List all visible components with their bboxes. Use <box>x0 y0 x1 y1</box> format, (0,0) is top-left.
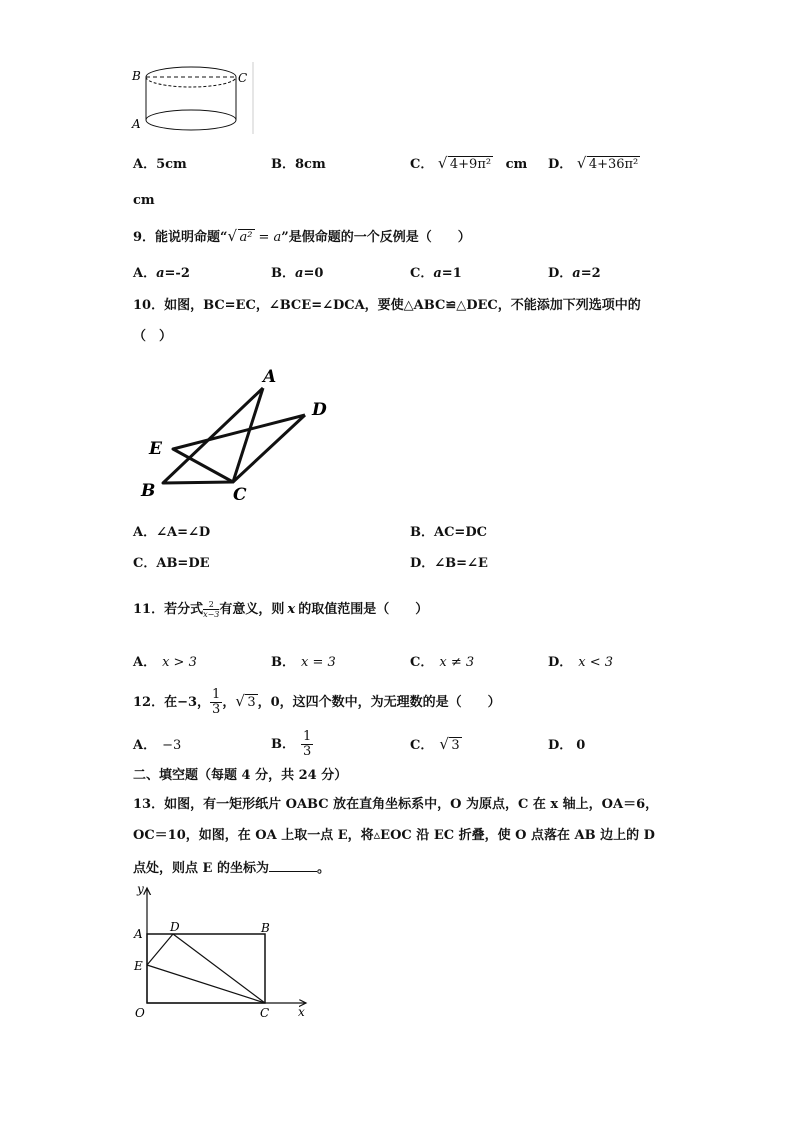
fig13-label-d: D <box>170 920 180 934</box>
q10-option-d[interactable]: D．∠B=∠E <box>410 556 488 571</box>
q10-option-a[interactable]: A．∠A=∠D <box>133 525 211 540</box>
sqrt-expression: √ a² <box>227 227 253 245</box>
option-text: 5cm <box>156 157 187 172</box>
q12-option-a[interactable]: A． −3 <box>133 738 182 753</box>
q11-option-a[interactable]: A． x > 3 <box>133 655 197 670</box>
option-letter: D． <box>548 157 573 172</box>
option-letter: B． <box>271 157 295 172</box>
q8-option-d[interactable] <box>548 154 640 173</box>
q11-stem: 11．若分式 $\frac{2}{x-3}$ 有意义，则 x 的取值范围是（ ） <box>133 600 429 619</box>
cyl-label-b: B <box>132 69 141 83</box>
q8-option-b[interactable] <box>271 157 326 173</box>
q10-option-b[interactable]: B．AC=DC <box>410 525 487 540</box>
fig13-label-o: O <box>135 1006 145 1020</box>
q13-stem-line3: 点处，则点 E 的坐标为 。 <box>133 861 330 876</box>
fraction: $\frac{1}{3}$ <box>303 729 312 759</box>
fig10-label-d: D <box>312 400 327 420</box>
fig13-label-e: E <box>134 959 143 973</box>
q8-option-a[interactable] <box>133 157 187 173</box>
q12-option-b[interactable]: B． $\frac{1}{3}$ <box>271 729 312 759</box>
q8-option-c[interactable] <box>410 154 528 173</box>
q11-option-d[interactable]: D． x < 3 <box>548 655 614 670</box>
q11-option-b[interactable]: B． x = 3 <box>271 655 336 670</box>
option-unit: cm <box>505 157 528 172</box>
q9-option-d[interactable]: D．a=2 <box>548 266 601 281</box>
q13-stem-line1: 13．如图，有一矩形纸片 OABC 放在直角坐标系中，O 为原点，C 在 x 轴上，OA＝6， <box>133 797 659 812</box>
cylinder-figure <box>128 62 258 138</box>
answer-blank[interactable] <box>269 859 317 872</box>
fraction: $\frac{2}{x-3}$ <box>203 600 220 619</box>
option-letter: A． <box>133 157 157 172</box>
q9-option-c[interactable]: C．a=1 <box>410 266 462 281</box>
q12-stem: 12．在−3， $\frac{1}{3}$ ， √ 3 ，0，这四个数中，为无理数的是（ ） <box>133 686 501 720</box>
q12-option-c[interactable]: C． √ 3 <box>410 735 460 753</box>
fig10-label-b: B <box>141 481 156 501</box>
q9-option-a[interactable]: A．a=-2 <box>133 266 190 281</box>
fig13-label-y: y <box>137 882 144 896</box>
triangles-figure <box>135 362 335 507</box>
fig13-label-x: x <box>298 1005 305 1019</box>
option-letter: C． <box>410 157 434 172</box>
q13-stem-line2: OC＝10，如图，在 OA 上取一点 E，将▵EOC 沿 EC 折叠，使 O 点落在 AB 边上的 D <box>133 828 655 843</box>
fig13-label-b: B <box>261 921 270 935</box>
cyl-label-a: A <box>132 117 141 131</box>
fig13-label-a: A <box>134 927 143 941</box>
q9-option-b[interactable]: B．a=0 <box>271 266 324 281</box>
q8-option-d-unit: cm <box>133 193 155 208</box>
q12-option-d[interactable]: D． 0 <box>548 738 586 753</box>
sqrt-expression: √ 4+36π² <box>576 154 639 172</box>
q10-option-c[interactable]: C．AB=DE <box>133 556 210 571</box>
fig10-label-a: A <box>263 367 277 387</box>
fig13-label-c: C <box>260 1006 270 1020</box>
fraction: $\frac{1}{3}$ <box>212 687 221 717</box>
q10-stem-line1: 10．如图，BC=EC，∠BCE=∠DCA，要使△ABC≌△DEC，不能添加下列选项中的 <box>133 298 641 313</box>
coordinate-figure <box>130 880 315 1025</box>
sqrt-expression: √ 3 <box>235 692 256 710</box>
option-text: 8cm <box>295 157 326 172</box>
cyl-label-c: C <box>238 71 248 85</box>
fig10-label-e: E <box>149 439 162 459</box>
q10-stem-line2: （ ） <box>133 329 173 344</box>
sqrt-expression: √ 4+9π² <box>437 154 492 172</box>
q11-option-c[interactable]: C． x ≠ 3 <box>410 655 475 670</box>
fig10-label-c: C <box>233 485 247 505</box>
sqrt-expression: √ 3 <box>439 735 460 753</box>
q9-stem: 9．能说明命题“ √ a² = a”是假命题的一个反例是（ ） <box>133 227 471 245</box>
section-title: 二、填空题（每题 4 分，共 24 分） <box>133 768 348 783</box>
